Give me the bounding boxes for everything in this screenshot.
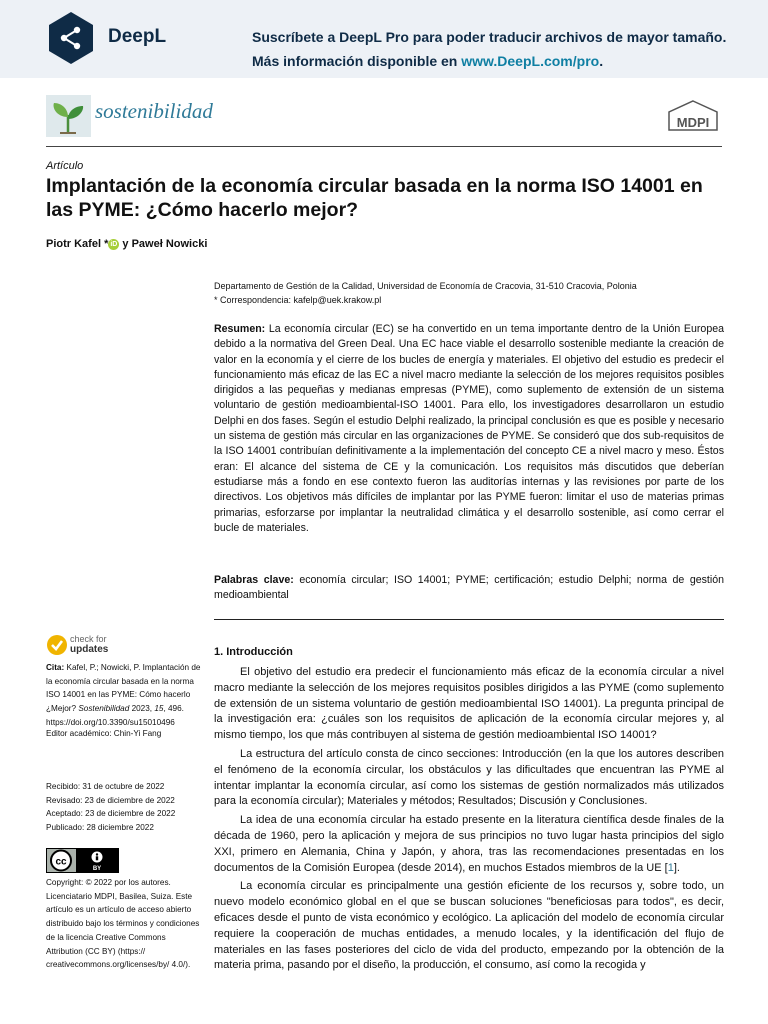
journal-plant-icon [46, 95, 91, 137]
section-heading-introduction: 1. Introducción [214, 646, 293, 658]
date-published: Publicado: 28 diciembre 2022 [46, 823, 154, 833]
abstract [214, 322, 724, 536]
affiliation: Departamento de Gestión de la Calidad, Universidad de Economía de Cracovia, 31-510 Cracovia, Polonia [214, 281, 637, 291]
author-2: y Paweł Nowicki [119, 238, 208, 250]
correspondence: * Correspondencia: kafelp@uek.krakow.pl [214, 295, 382, 305]
abstract-label: Resumen: [214, 323, 266, 335]
cite-journal: Sostenibilidad [78, 704, 130, 714]
check-for-updates-icon[interactable] [46, 634, 68, 656]
promo-line-1: Suscríbete a DeepL Pro para poder traducir archivos de mayor tamaño. [252, 29, 727, 45]
introduction-body [214, 665, 724, 977]
reference-link-1[interactable]: 1 [667, 861, 674, 874]
promo-suffix: . [599, 53, 604, 69]
cite-label: Cita: [46, 663, 65, 672]
cc-by-license-icon[interactable] [46, 848, 119, 873]
abstract-divider [214, 619, 724, 620]
article-type: Artículo [46, 160, 84, 172]
date-received: Recibido: 31 de octubre de 2022 [46, 782, 165, 791]
deepl-logo-icon[interactable] [46, 10, 96, 66]
orcid-icon[interactable]: iD [110, 240, 118, 248]
abstract-text: La economía circular (EC) se ha convertido en un tema importante dentro de la Unión Europea debido a la normativa del Green Deal. Una EC hace viable el desarrollo sostenible mediante la creación de valor en la economía y el cierre de los bucles de energía y materiales. El objetivo del estudio es predecir el funcionamiento más eficaz de las EC a nivel macro mediante la selección de los mejores requisitos posibles dirigidos a las pequeñas y medianas empresas (PYME), como suplemento de extensión de un sistema voluntario de gestión medioambiental-ISO 14001. Para ello, los investigadores desarrollaron un estudio Delphi en dos fases. Según el estudio Delphi realizado, la principal conclusión es que es posible y necesario un sistema de gestión más circular en las organizaciones de PYME. Se consideró que dos sub-requisitos de la ISO 14001 contribuían definitivamente a la implementación del concepto CE a nivel macro y meso. Éstos eran: El alcance del sistema de CE y la comunicación. Los requisitos más discutidos que deberían estudiarse más a fondo en ese contexto fueron las auditorías internas y las revisiones por parte de los directivos. Los objetivos más difíciles de implantar por las PYME fueron: limitar el uso de materias primas primarias, esforzarse por implantar la neutralidad climática y el desarrollo sostenible, así como cerrar el bucle de materiales. [214, 323, 724, 534]
date-accepted: Aceptado: 23 de diciembre de 2022 [46, 809, 176, 819]
check-line-2: updates [70, 644, 109, 655]
deepl-brand-name: DeepL [108, 26, 167, 47]
mdpi-logo-icon [665, 100, 721, 134]
citation-block [46, 661, 201, 730]
promo-prefix: Más información disponible en [252, 53, 462, 69]
editor-text: Editor académico: Chin-Yi Fang [46, 729, 162, 738]
deepl-banner [0, 0, 768, 78]
keywords [214, 573, 724, 604]
header-divider [46, 146, 722, 147]
intro-paragraph-1: El objetivo del estudio era predecir el funcionamiento más eficaz de la economía circular a nivel macro mediante la selección de los mejores requisitos posibles dirigidos a las PYME (como suplemento de extensión de un sistema voluntario de gestión medioambiental ISO 14001). La pregunta principal de la investigación era: ¿cuáles son los requisitos de aplicación de la economía circular mejores y, al mismo tiempo, los que más contribuyen al sistema de gestión medioambiental ISO 14001? [214, 666, 724, 742]
author-1: Piotr Kafel * [46, 238, 109, 250]
intro-paragraph-3 [214, 813, 724, 876]
academic-editor [46, 727, 201, 741]
author-list [46, 238, 207, 250]
affiliation-block [214, 279, 724, 307]
dates-block [46, 780, 201, 835]
mdpi-logo-text: MDPI [676, 115, 710, 130]
svg-text:cc: cc [55, 856, 67, 868]
cite-text: Kafel, P.; Nowicki, P. Implantación de la economía circular basada en la norma ISO 14001 en las PYME: Cómo hacerlo ¿Mejor? [46, 663, 201, 714]
copyright-block [46, 876, 201, 972]
check-for-updates[interactable] [70, 634, 108, 655]
deepl-pro-link[interactable]: www.DeepL.com/pro [461, 53, 600, 69]
cite-year: 2023, [129, 704, 155, 714]
cite-volume: 15 [154, 704, 164, 714]
intro-p3-end: ]. [673, 861, 680, 874]
intro-paragraph-2: La estructura del artículo consta de cinco secciones: Introducción (en la que los autores describen el fenómeno de la economía circular, los obstáculos y las dificultades que encuentran las PYME al intentar implantar la economía circular, así como los sistemas de gestión normalizados más utilizados para la economía circular); Materiales y métodos; Resultados; Discusión y Conclusiones. [214, 747, 724, 808]
check-line-1: check for [70, 634, 107, 644]
date-revised: Revisado: 23 de diciembre de 2022 [46, 795, 175, 805]
svg-text:BY: BY [92, 866, 102, 872]
cite-doi[interactable]: , 496. https://doi.org/10.3390/su15010496 [46, 704, 184, 727]
intro-p3-text: La idea de una economía circular ha estado presente en la literatura científica desde finales de la década de 1960, pero la aplicación y mejora de sus principios no tuvo lugar hasta principios del siglo XXI, primero en Alemania, China y Japón, y ahora, tras las recomendaciones presentadas en los documentos de la Comisión Europea (desde 2014), en muchos Estados miembros de la UE [ [214, 814, 724, 874]
article-title: Implantación de la economía circular basada en la norma ISO 14001 en las PYME: ¿Cómo hacerlo mejor? [46, 175, 703, 221]
copyright-text: Copyright: © 2022 por los autores. Licenciatario MDPI, Basilea, Suiza. Este artículo es un artículo de acceso abierto distribuido bajo los términos y condiciones de la licencia Creative Commons Attribution (CC BY) (https:// creativecommons.org/licenses/by/ 4.0/). [46, 878, 200, 970]
deepl-promo [252, 25, 726, 73]
intro-paragraph-4: La economía circular es principalmente una gestión eficiente de los recursos y, sobre todo, un nuevo modelo económico global en el que se buscan soluciones "beneficiosas para todos", es decir, eficaces desde el punto de vista económico y ecológico. La aplicación del modelo de economía circular requiere la cooperación de muchas entidades, a menudo locales, y la identificación del flujo de materiales en las fases posteriores del ciclo de vida del producto, empezando por la obtención de la materia prima, pasando por el diseño, la producción, el consumo, así como la recogida y [214, 880, 724, 972]
promo-line-2 [252, 49, 726, 73]
journal-name: sostenibilidad [95, 99, 213, 123]
keywords-text: economía circular; ISO 14001; PYME; certificación; estudio Delphi; norma de gestión medioambiental [214, 574, 724, 602]
keywords-label: Palabras clave: [214, 574, 294, 586]
